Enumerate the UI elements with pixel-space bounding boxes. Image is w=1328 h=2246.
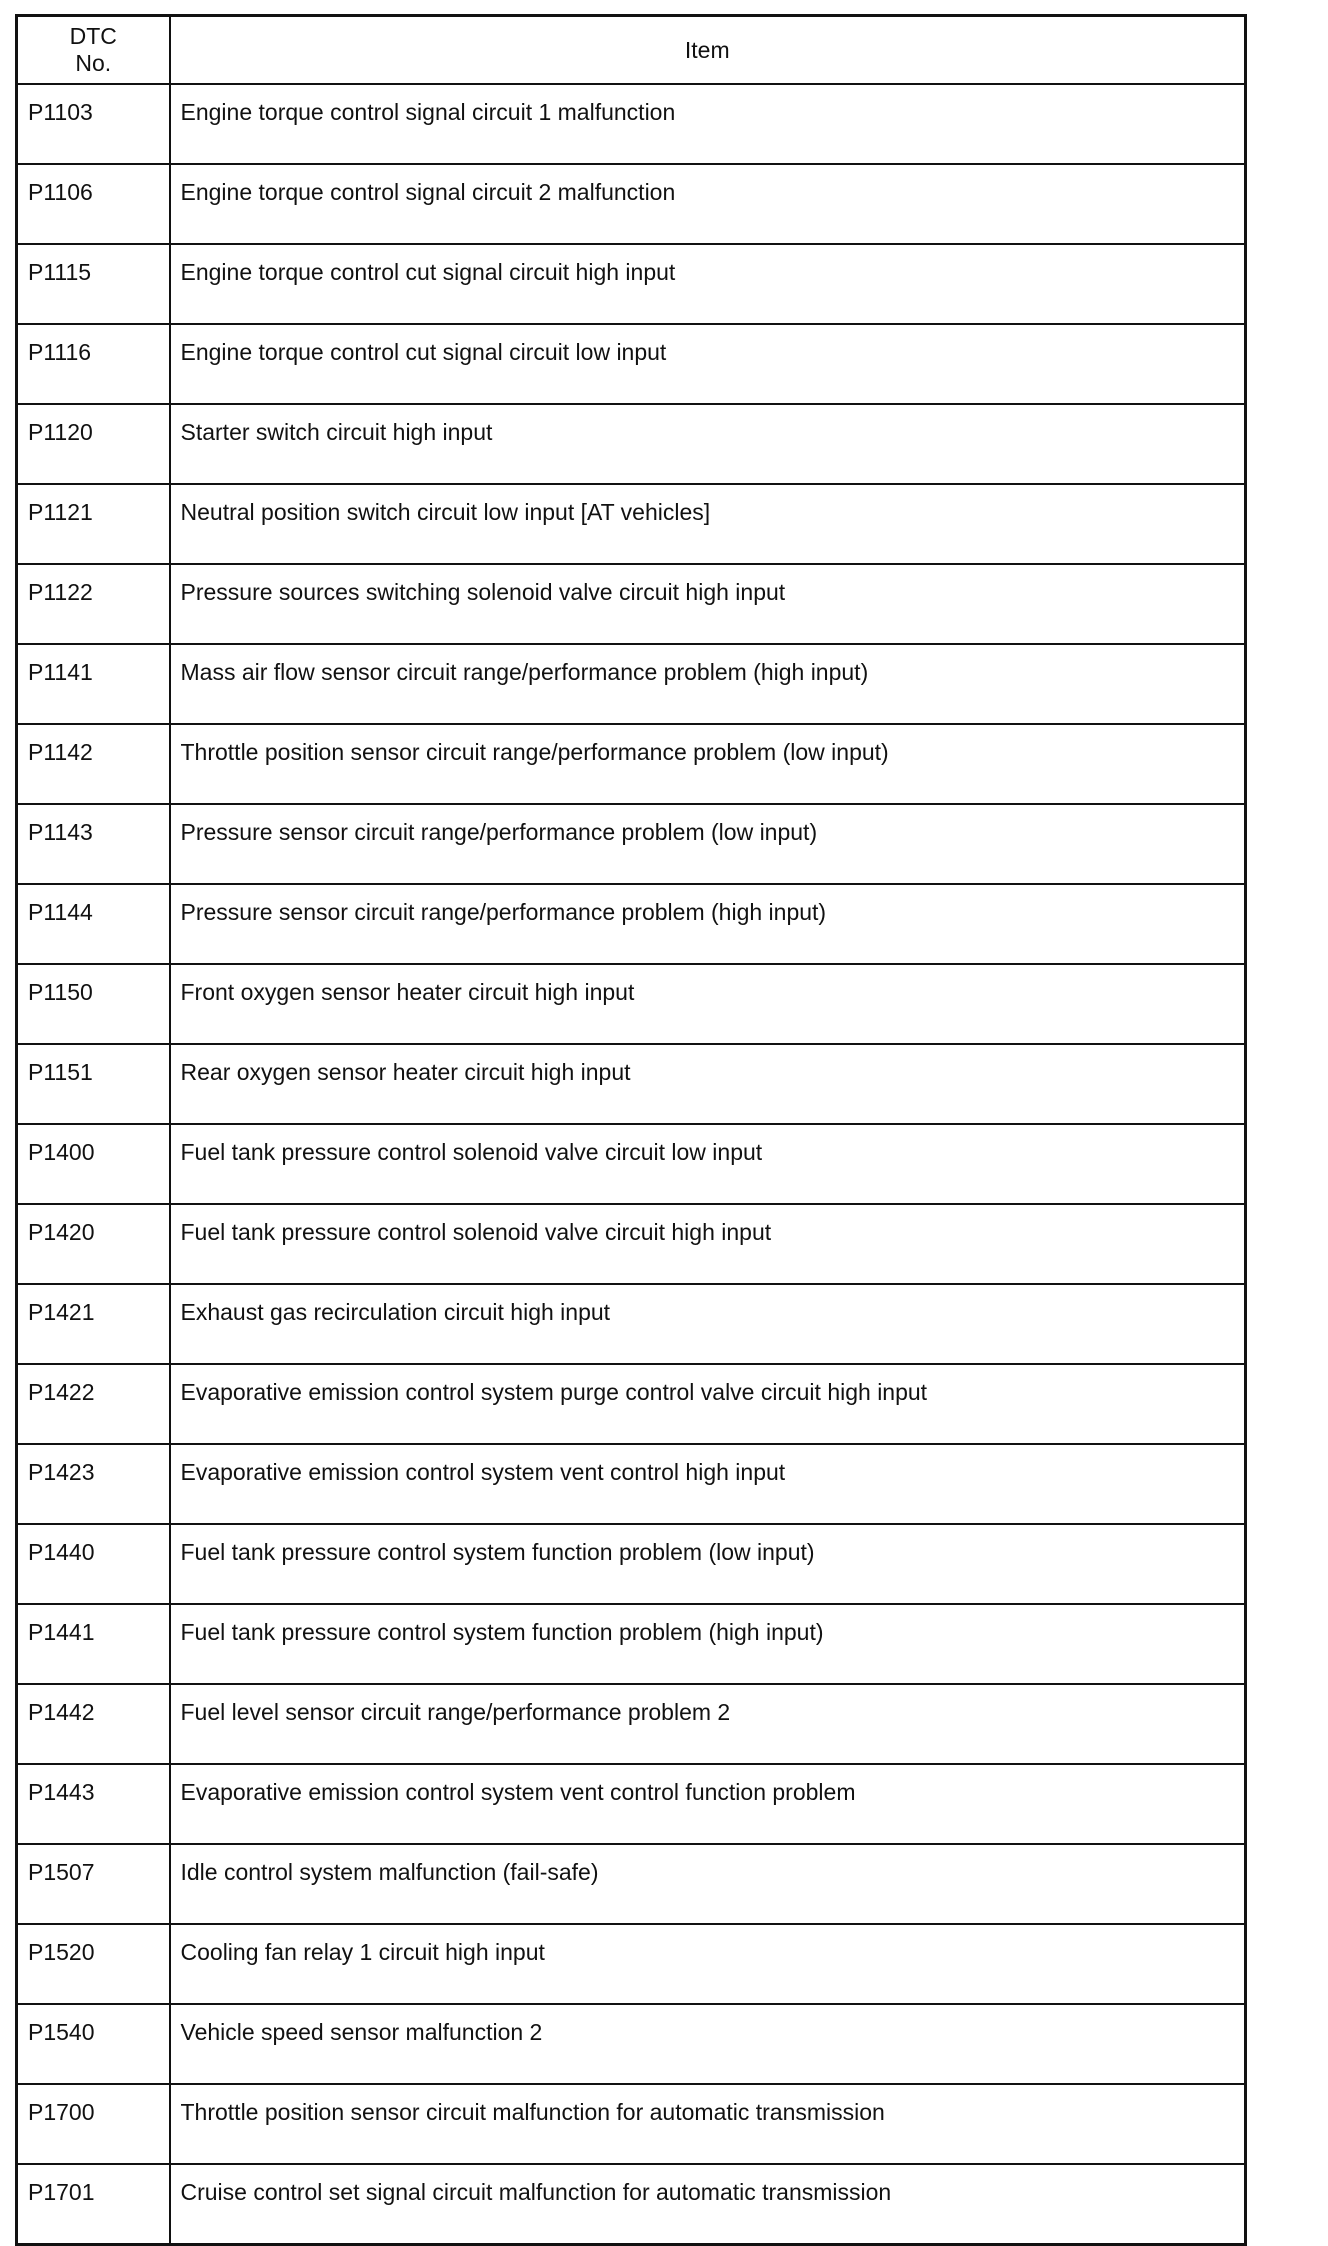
table-row <box>17 1444 1246 1524</box>
dtc-item-cell: Fuel level sensor circuit range/performance problem 2 <box>170 1684 1246 1764</box>
dtc-item-cell: Evaporative emission control system vent control high input <box>170 1444 1246 1524</box>
dtc-code-cell: P1442 <box>17 1684 170 1764</box>
table-body <box>17 84 1246 2245</box>
table-row <box>17 164 1246 244</box>
dtc-item-cell: Engine torque control signal circuit 1 malfunction <box>170 84 1246 164</box>
dtc-code-cell: P1400 <box>17 1124 170 1204</box>
dtc-item-cell: Pressure sources switching solenoid valve circuit high input <box>170 564 1246 644</box>
header-item: Item <box>170 16 1246 85</box>
dtc-code-cell: P1144 <box>17 884 170 964</box>
table-row <box>17 644 1246 724</box>
dtc-code-cell: P1507 <box>17 1844 170 1924</box>
dtc-item-cell: Vehicle speed sensor malfunction 2 <box>170 2004 1246 2084</box>
header-dtc-line2: No. <box>75 50 112 76</box>
table-row <box>17 1044 1246 1124</box>
table-row <box>17 1684 1246 1764</box>
dtc-code-cell: P1420 <box>17 1204 170 1284</box>
dtc-table <box>15 14 1247 2246</box>
dtc-item-cell: Engine torque control signal circuit 2 malfunction <box>170 164 1246 244</box>
table-row <box>17 1284 1246 1364</box>
dtc-code-cell: P1151 <box>17 1044 170 1124</box>
table-row <box>17 2164 1246 2245</box>
dtc-item-cell: Mass air flow sensor circuit range/performance problem (high input) <box>170 644 1246 724</box>
header-dtc-no <box>17 16 170 85</box>
dtc-code-cell: P1116 <box>17 324 170 404</box>
table-row <box>17 2004 1246 2084</box>
dtc-item-cell: Engine torque control cut signal circuit low input <box>170 324 1246 404</box>
table-row <box>17 2084 1246 2164</box>
dtc-code-cell: P1540 <box>17 2004 170 2084</box>
dtc-code-cell: P1701 <box>17 2164 170 2245</box>
dtc-item-cell: Engine torque control cut signal circuit high input <box>170 244 1246 324</box>
dtc-code-cell: P1141 <box>17 644 170 724</box>
dtc-code-cell: P1443 <box>17 1764 170 1844</box>
table-row <box>17 884 1246 964</box>
dtc-item-cell: Idle control system malfunction (fail-safe) <box>170 1844 1246 1924</box>
table-row <box>17 1124 1246 1204</box>
dtc-item-cell: Rear oxygen sensor heater circuit high input <box>170 1044 1246 1124</box>
dtc-code-cell: P1422 <box>17 1364 170 1444</box>
dtc-item-cell: Throttle position sensor circuit malfunction for automatic transmission <box>170 2084 1246 2164</box>
dtc-code-cell: P1441 <box>17 1604 170 1684</box>
table-row <box>17 84 1246 164</box>
table-row <box>17 1844 1246 1924</box>
table-row <box>17 244 1246 324</box>
table-row <box>17 1764 1246 1844</box>
dtc-code-cell: P1122 <box>17 564 170 644</box>
table-row <box>17 1204 1246 1284</box>
table-row <box>17 964 1246 1044</box>
dtc-item-cell: Fuel tank pressure control system function problem (high input) <box>170 1604 1246 1684</box>
dtc-code-cell: P1115 <box>17 244 170 324</box>
dtc-code-cell: P1440 <box>17 1524 170 1604</box>
dtc-code-cell: P1700 <box>17 2084 170 2164</box>
dtc-item-cell: Front oxygen sensor heater circuit high input <box>170 964 1246 1044</box>
dtc-item-cell: Pressure sensor circuit range/performance problem (low input) <box>170 804 1246 884</box>
dtc-item-cell: Exhaust gas recirculation circuit high input <box>170 1284 1246 1364</box>
table-row <box>17 404 1246 484</box>
dtc-code-cell: P1520 <box>17 1924 170 2004</box>
table-row <box>17 724 1246 804</box>
dtc-item-cell: Cooling fan relay 1 circuit high input <box>170 1924 1246 2004</box>
table-row <box>17 1364 1246 1444</box>
dtc-code-cell: P1150 <box>17 964 170 1044</box>
table-row <box>17 1924 1246 2004</box>
table-row <box>17 484 1246 564</box>
dtc-item-cell: Evaporative emission control system purge control valve circuit high input <box>170 1364 1246 1444</box>
dtc-item-cell: Fuel tank pressure control system function problem (low input) <box>170 1524 1246 1604</box>
table-header <box>17 16 1246 85</box>
header-row <box>17 16 1246 85</box>
dtc-item-cell: Fuel tank pressure control solenoid valve circuit low input <box>170 1124 1246 1204</box>
dtc-code-cell: P1121 <box>17 484 170 564</box>
dtc-code-cell: P1120 <box>17 404 170 484</box>
table-row <box>17 804 1246 884</box>
dtc-code-cell: P1423 <box>17 1444 170 1524</box>
dtc-code-cell: P1106 <box>17 164 170 244</box>
dtc-item-cell: Starter switch circuit high input <box>170 404 1246 484</box>
dtc-item-cell: Throttle position sensor circuit range/performance problem (low input) <box>170 724 1246 804</box>
table-row <box>17 564 1246 644</box>
dtc-item-cell: Evaporative emission control system vent control function problem <box>170 1764 1246 1844</box>
dtc-item-cell: Cruise control set signal circuit malfunction for automatic transmission <box>170 2164 1246 2245</box>
header-dtc-line1: DTC <box>69 23 117 49</box>
dtc-code-cell: P1421 <box>17 1284 170 1364</box>
dtc-item-cell: Fuel tank pressure control solenoid valve circuit high input <box>170 1204 1246 1284</box>
dtc-code-cell: P1103 <box>17 84 170 164</box>
dtc-code-cell: P1142 <box>17 724 170 804</box>
dtc-item-cell: Neutral position switch circuit low input [AT vehicles] <box>170 484 1246 564</box>
dtc-code-cell: P1143 <box>17 804 170 884</box>
table-row <box>17 324 1246 404</box>
table-row <box>17 1524 1246 1604</box>
dtc-item-cell: Pressure sensor circuit range/performance problem (high input) <box>170 884 1246 964</box>
table-row <box>17 1604 1246 1684</box>
